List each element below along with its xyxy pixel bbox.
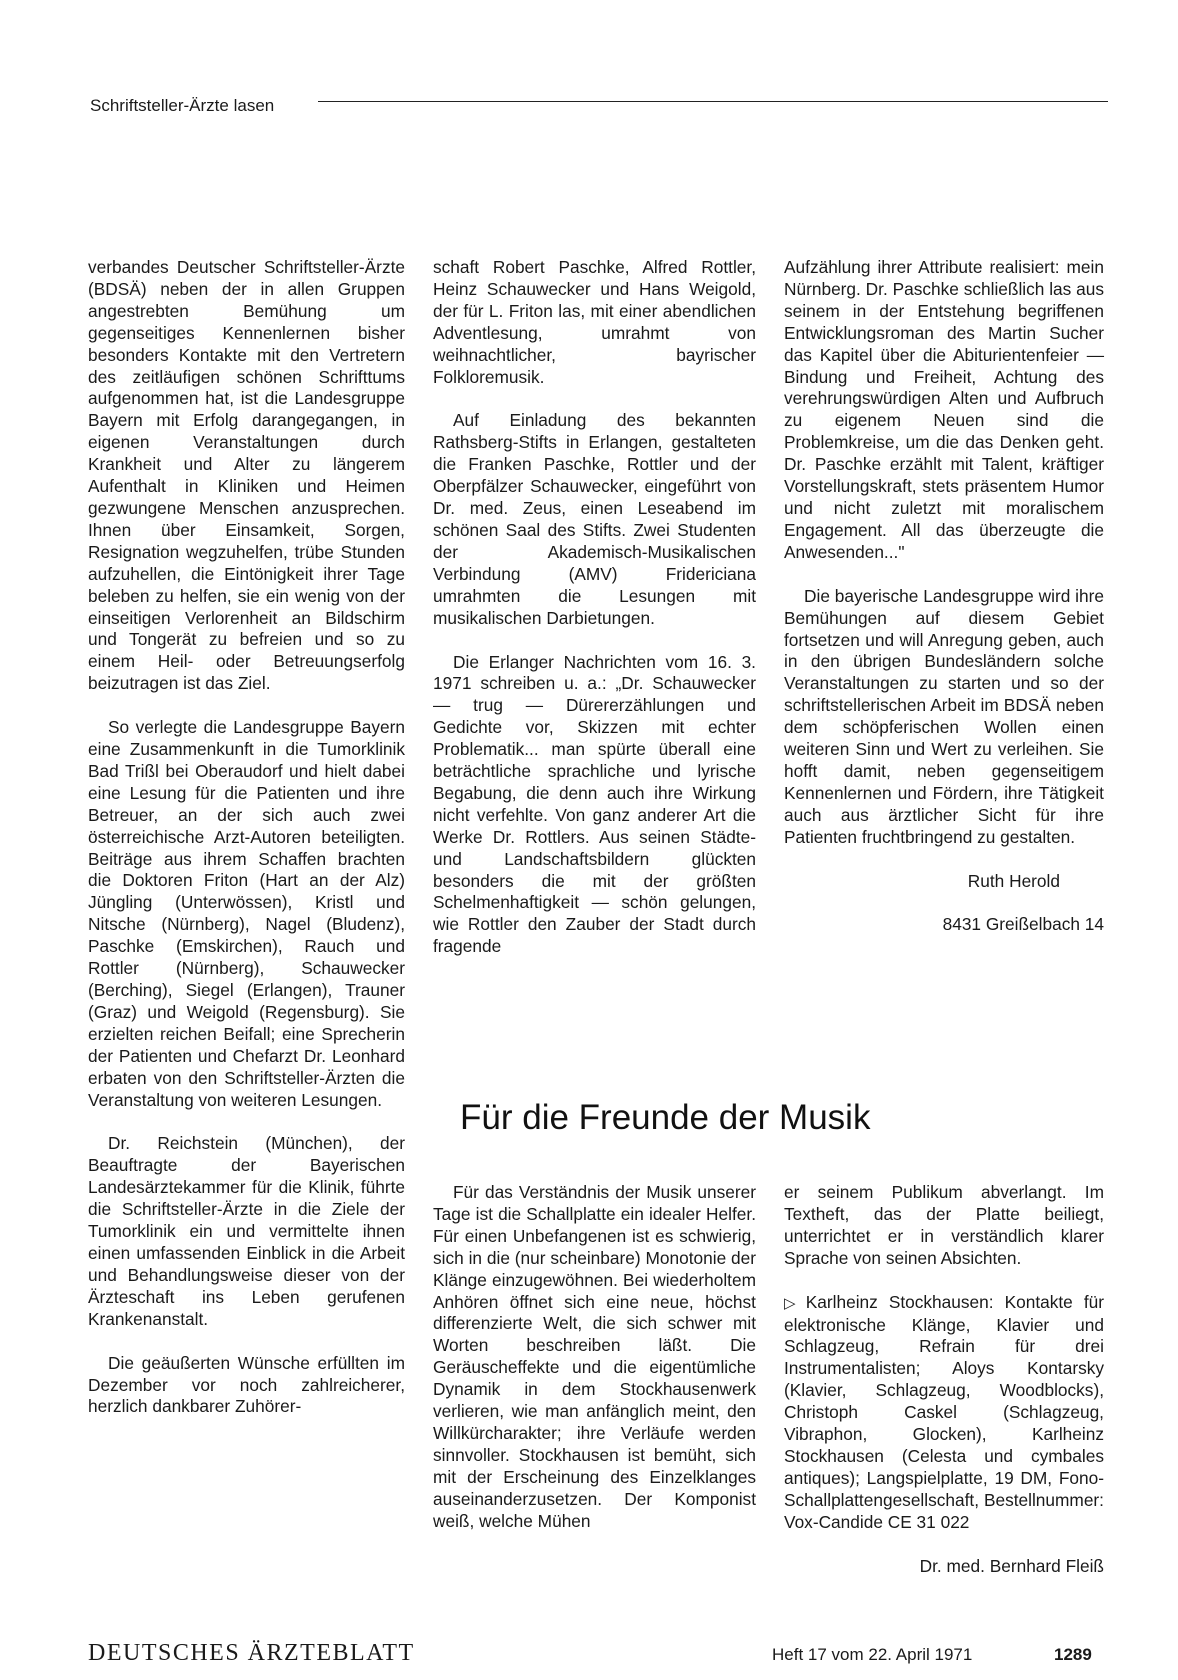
- paragraph: er seinem Publikum abverlangt. Im Textheft, das der Platte beiliegt, unterrichtet er in verständlich klarer Sprache von seinen Absichten.: [784, 1182, 1104, 1268]
- paragraph: Die geäußerten Wünsche erfüllten im Dezember vor noch zahlreicherer, herzlich dankbarer Zuhörer-: [88, 1352, 405, 1417]
- journal-name: DEUTSCHES ÄRZTEBLATT: [88, 1640, 415, 1666]
- article2-author: Dr. med. Bernhard Fleiß: [919, 1555, 1104, 1576]
- article2-column-2: [784, 1182, 1104, 1600]
- record-info-text: Karlheinz Stockhausen: Kontakte für elektronische Klänge, Klavier und Schlagzeug, Refrain für drei Instrumentalisten; Aloys Kontarsky (Klavier, Schlagzeug, Woodblocks), Christoph Caskel (Schlagzeug, Vibraphon, Glocken), Karlheinz Stockhausen (Celesta und cymbales antiques); Langspielplatte, 19 DM, Fono-Schallplattengesellschaft, Bestellnummer: Vox-Candide CE 31 022: [784, 1291, 1104, 1532]
- paragraph: Die Erlanger Nachrichten vom 16. 3. 1971 schreiben u. a.: „Dr. Schauwecker — trug — Dürererzählungen und Gedichte vor, Skizzen mit echter Problematik... man spürte überall eine beträchtliche sprachliche und lyrische Begabung, die denn auch ihre Wirkung nicht verfehlte. Von ganz anderer Art die Werke Dr. Rottlers. Aus seinen Städte- und Landschaftsbildern glückten besonders die mit der größten Schelmenhaftigkeit — schön gelungen, wie Rottler den Zauber der Stadt durch fragende: [433, 651, 756, 957]
- author-address: 8431 Greißelbach 14: [942, 914, 1104, 935]
- paragraph: Die bayerische Landesgruppe wird ihre Bemühungen auf diesem Gebiet fortsetzen und will Anregung geben, auch in den übrigen Bundesländern solche Veranstaltungen zu starten und so der schriftstellerischen Arbeit im BDSÄ neben dem schöpferischen Wollen einen weiteren Sinn und Wert zu verleihen. Sie hofft damit, neben gegenseitigem Kennenlernen und Fördern, ihre Tätigkeit auch aus ärztlicher Sicht für ihre Patienten fruchtbringend zu gestalten.: [784, 585, 1104, 847]
- article1-column-2: [433, 257, 756, 980]
- paragraph: schaft Robert Paschke, Alfred Rottler, Heinz Schauwecker und Hans Weigold, der für L. Friton las, mit einer abendlichen Adventlesung, umrahmt von weihnachtlicher, bayrischer Folkloremusik.: [433, 257, 756, 387]
- paragraph: Für das Verständnis der Musik unserer Tage ist die Schallplatte ein idealer Helfer. Für einen Unbefangenen ist es schwierig, sich in die (nur scheinbare) Monotonie der Klänge einzugewöhnen. Bei wiederholtem Anhören öffnet sich eine neue, höchst differenzierte Welt, die sich schwer mit Worten beschreiben läßt. Die Geräuscheffekte und die eigentümliche Dynamik in dem Stockhausenwerk verlieren, wie man anfänglich meint, den Willkürcharakter; ihre Verläufe werden sinnvoller. Stockhausen ist bemüht, sich mit der Erscheinung des Einzelklanges auseinanderzusetzen. Der Komponist weiß, welche Mühen: [433, 1182, 756, 1531]
- running-title: Schriftsteller-Ärzte lasen: [90, 96, 275, 115]
- paragraph: Dr. Reichstein (München), der Beauftragte der Bayerischen Landesärztekammer für die Klinik, führte die Schriftsteller-Ärzte in die Ziele der Tumorklinik ein und vermittelte ihnen einen umfassenden Einblick in die Arbeit und Behandlungsweise dieser von der Ärzteschaft ins Leben gerufenen Krankenanstalt.: [88, 1133, 405, 1329]
- article-headline: Für die Freunde der Musik: [460, 1098, 871, 1137]
- paragraph: Aufzählung ihrer Attribute realisiert: mein Nürnberg. Dr. Paschke schließlich las aus seinem in der Entstehung begriffenen Entwicklungsroman des Martin Sucher das Kapitel über die Abiturientenfeier — Bindung und Freiheit, Achtung des verehrungswürdigen Alten und Aufbruch zu eigenem Neuen sind die Problemkreise, um die das Denken geht. Dr. Paschke erzählt mit Talent, kräftiger Vorstellungskraft, stets präsentem Humor und nicht zuletzt mit moralischem Engagement. All das überzeugte die Anwesenden...": [784, 257, 1104, 562]
- paragraph: verbandes Deutscher Schriftsteller-Ärzte (BDSÄ) neben der in allen Gruppen angestrebten Bemühung um gegenseitiges Kennenlernen bisher besonders Kontakte mit den Vertretern des zeitläufigen schönen Schrifttums aufgenommen hat, ist die Landesgruppe Bayern mit Erfolg darangegangen, in eigenen Veranstaltungen durch Krankheit und Alter zu längerem Aufenthalt in Kliniken und Heimen gezwungene Menschen anzusprechen. Ihnen über Einsamkeit, Sorgen, Resignation wegzuhelfen, trübe Stunden aufzuhellen, die Eintönigkeit ihrer Tage beleben zu helfen, sie ein wenig von der einseitigen Verlorenheit an Bildschirm und Tongerät zu befreien und so zu einem Heil- oder Betreuungserfolg beizutragen ist das Ziel.: [88, 257, 405, 694]
- header-rule: [318, 101, 1108, 102]
- triangle-bullet-icon: ▷: [784, 1294, 802, 1312]
- article2-column-1: [433, 1182, 756, 1555]
- page-number: 1289: [1054, 1645, 1092, 1664]
- paragraph: So verlegte die Landesgruppe Bayern eine Zusammenkunft in die Tumorklinik Bad Trißl bei Oberaudorf und hielt dabei eine Lesung für die Patienten und ihre Betreuer, an der sich auch zwei österreichische Arzt-Autoren beteiligten. Beiträge aus ihrem Schaffen brachten die Doktoren Friton (Hart an der Alz) Jüngling (Unterwössen), Kristl und Nitsche (Nürnberg), Nagel (Bludenz), Paschke (Emskirchen), Rauch und Rottler (Nürnberg), Schauwecker (Berching), Siegel (Erlangen), Trauner (Graz) und Weigold (Regensburg). Sie erzielten reichen Beifall; eine Sprecherin der Patienten und Chefarzt Dr. Leonhard erbaten von den Schriftsteller-Ärzten die Veranstaltung von weiteren Lesungen.: [88, 717, 405, 1110]
- article1-column-3: [784, 257, 1104, 958]
- issue-info: Heft 17 vom 22. April 1971: [772, 1645, 973, 1664]
- author-signature: [784, 871, 1104, 937]
- author-name: Ruth Herold: [967, 870, 1060, 891]
- article1-column-1: [88, 257, 405, 1440]
- paragraph: Auf Einladung des bekannten Rathsberg-Stifts in Erlangen, gestalteten die Franken Paschke, Rottler und der Oberpfälzer Schauwecker, eingeführt von Dr. med. Zeus, einen Leseabend im schönen Saal des Stifts. Zwei Studenten der Akademisch-Musikalischen Verbindung (AMV) Fridericiana umrahmten die Lesungen mit musikalischen Darbietungen.: [433, 410, 756, 628]
- record-info: [784, 1292, 1104, 1534]
